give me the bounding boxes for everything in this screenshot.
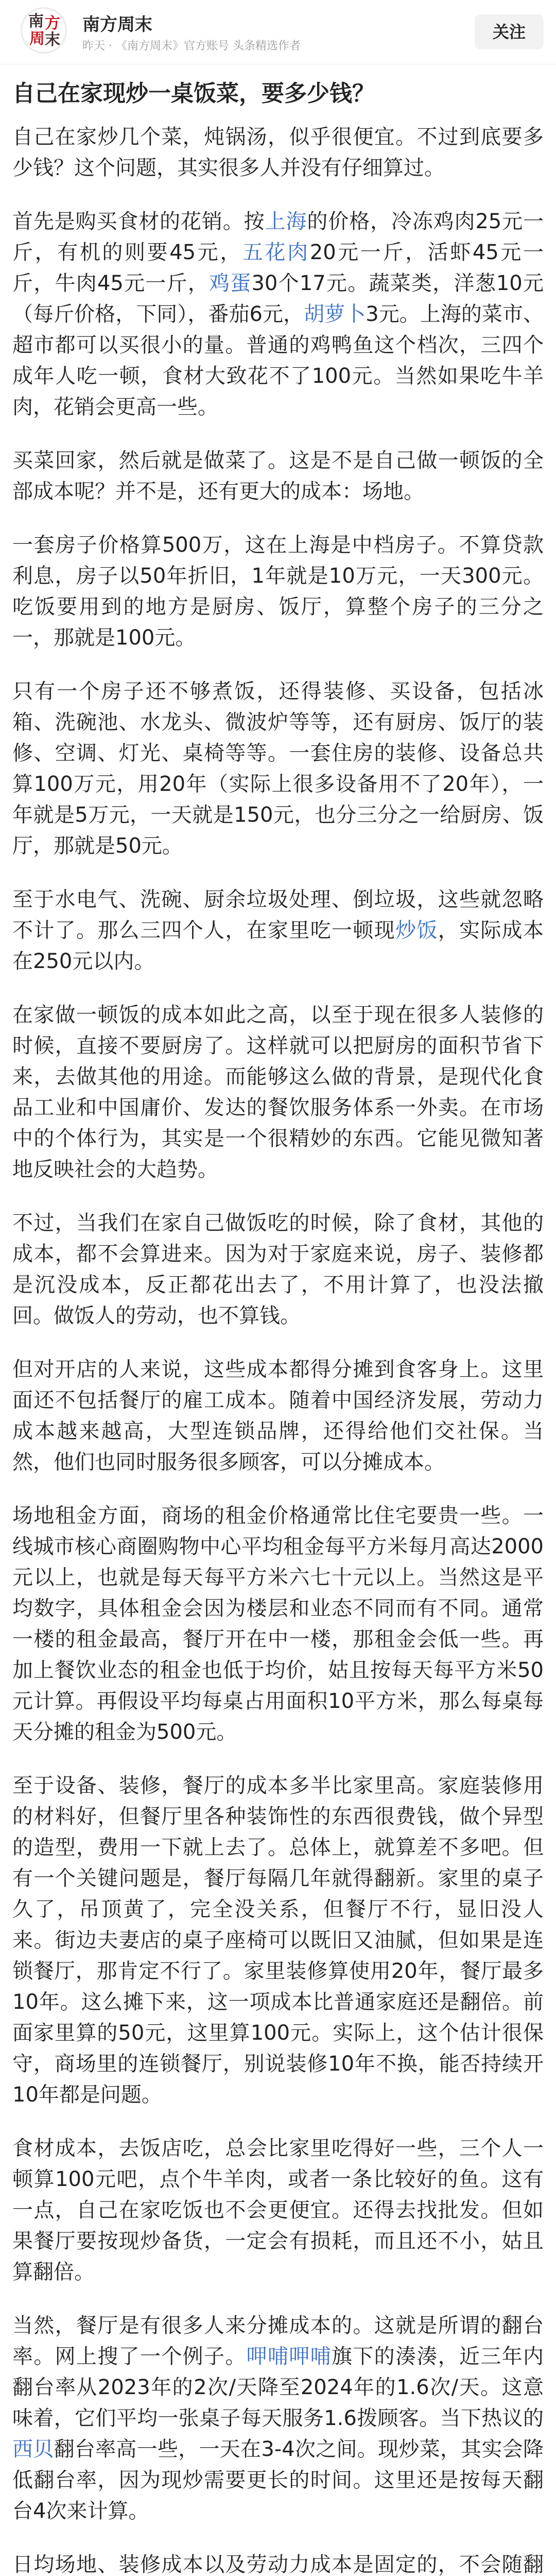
paragraph-text: 的价格，冷冻鸡肉25元一斤，有机的则要45元， <box>12 210 544 264</box>
paragraph: 买菜回家，然后就是做菜了。这是不是自己做一顿饭的全部成本呢？并不是，还有更大的成本：场地。 <box>12 449 544 503</box>
paragraph-text: ，实际成本在250元以内。 <box>12 919 544 973</box>
paragraph <box>12 206 544 422</box>
keyword-link[interactable]: 呷哺呷哺 <box>246 2345 332 2368</box>
account-subtitle: 昨天 · 《南方周末》官方账号 头条精选作者 <box>82 40 301 53</box>
paragraph-text: 翻台率高一些，一天在3-4次之间。现炒菜，其实会降低翻台率，因为现炒需要更长的时间。这里还是按每天翻台4次来计算。 <box>12 2437 544 2523</box>
paragraph <box>12 2310 544 2527</box>
paragraph: 一套房子价格算500万，这在上海是中档房子。不算贷款利息，房子以50年折旧，1年就是10万元，一天300元。吃饭要用到的地方是厨房、饭厅，算整个房子的三分之一，那就是100元。 <box>12 533 544 650</box>
logo-char: 周 <box>29 30 45 48</box>
keyword-link[interactable]: 五花肉 <box>242 241 310 264</box>
account-logo[interactable] <box>21 7 67 54</box>
keyword-link[interactable]: 炒饭 <box>395 919 438 942</box>
paragraph-text: 至于水电气、洗碗、厨余垃圾处理、倒垃圾，这些就忽略不计了。那么三四个人，在家里吃一顿现 <box>12 888 544 942</box>
paragraph: 食材成本，去饭店吃，总会比家里吃得好一些，三个人一顿算100元吧，点个牛羊肉，或者一条比较好的鱼。这有一点，自己在家吃饭也不会更便宜。还得去找批发。但如果餐厅要按现炒备货，一定会有损耗，而且还不小，姑且算翻倍。 <box>12 2137 544 2284</box>
keyword-link[interactable]: 胡萝卜 <box>304 302 366 326</box>
logo-char: 南 <box>28 12 44 30</box>
paragraph: 在家做一顿饭的成本如此之高，以至于现在很多人装修的时候，直接不要厨房了。这样就可以把厨房的面积节省下来，去做其他的用途。而能够这么做的背景，是现代化食品工业和中国庸价、发达的餐饮服务体系一外卖。在市场中的个体行为，其实是一个很精妙的东西。它能见微知著地反映社会的大趋势。 <box>12 1003 544 1181</box>
paragraph-text: 首先是购买食材的花销。按 <box>12 210 265 233</box>
paragraph-text: 30个17元。蔬菜类，洋葱10元（每斤价格，下同），番茄6元， <box>12 272 544 326</box>
paragraph: 场地租金方面，商场的租金价格通常比住宅要贵一些。一线城市核心商圈购物中心平均租金每平方米每月高达2000元以上，也就是每天每平方米六七十元以上。当然这是平均数字，具体租金会因为楼层和业态不同而有不同。通常一楼的租金最高，餐厅开在中一楼，那租金会低一些。再加上餐饮业态的租金也低于均价，姑且按每天每平方米50元计算。再假设平均每桌占用面积10平方米，那么每桌每天分摊的租金为500元。 <box>12 1504 544 1744</box>
paragraph: 不过，当我们在家自己做饭吃的时候，除了食材，其他的成本，都不会算进来。因为对于家庭来说，房子、装修都是沉没成本，反正都花出去了，不用计算了，也没法撤回。做饭人的劳动，也不算钱。 <box>12 1211 544 1328</box>
account-name[interactable]: 南方周末 <box>82 14 152 35</box>
paragraph-text: 3元。上海的菜市、超市都可以买很小的量。普通的鸡鸭鱼这个档次，三四个成年人吃一顿，食材大致花不了100元。当然如果吃牛羊肉，花销会更高一些。 <box>12 302 544 419</box>
paragraph: 自己在家炒几个菜，炖锅汤，似乎很便宜。不过到底要多少钱？这个问题，其实很多人并没有仔细算过。 <box>12 125 544 180</box>
paragraph-text: 20元一斤，活虾45元一斤，牛肉45元一斤， <box>12 241 544 295</box>
keyword-link[interactable]: 上海 <box>265 210 307 233</box>
keyword-link[interactable]: 鸡蛋 <box>209 272 252 295</box>
paragraph-text: 当然，餐厅是有很多人来分摊成本的。这就是所谓的翻台率。网上搜了一个例子。 <box>12 2314 544 2368</box>
paragraph: 日均场地、装修成本以及劳动力成本是固定的，不会随翻 <box>12 2553 544 2576</box>
article-body <box>12 77 544 2576</box>
paragraph: 但对开店的人来说，这些成本都得分摊到食客身上。这里面还不包括餐厅的雇工成本。随着中国经济发展，劳动力成本越来越高，大型连锁品牌，还得给他们交社保。当然，他们也同时服务很多顾客，可以分摊成本。 <box>12 1358 544 1474</box>
article-title: 自己在家现炒一桌饭菜，要多少钱？ <box>12 80 375 107</box>
article-header <box>0 0 556 64</box>
logo-char: 方 <box>45 14 60 32</box>
logo-char: 末 <box>45 31 60 49</box>
follow-button[interactable]: 关注 <box>475 14 544 49</box>
paragraph-text: 旗下的湊湊，近三年内翻台率从2023年的2次/天降至2024年的1.6次/天。这意味着，它们平均一张桌子每天服务1.6拨顾客。当下热议的 <box>12 2345 544 2430</box>
paragraph: 只有一个房子还不够煮饭，还得装修、买设备，包括冰箱、洗碗池、水龙头、微波炉等等，还有厨房、饭厅的装修、空调、灯光、桌椅等等。一套住房的装修、设备总共算100万元，用20年（实际上很多设备用不了20年），一年就是5万元，一天就是150元，也分三分之一给厨房、饭厅，那就是50元。 <box>12 680 544 858</box>
keyword-link[interactable]: 西贝 <box>12 2437 54 2461</box>
paragraph <box>12 884 544 977</box>
paragraph: 至于设备、装修，餐厅的成本多半比家里高。家庭装修用的材料好，但餐厅里各种装饰性的东西很费钱，做个异型的造型，费用一下就上去了。总体上，就算差不多吧。但有一个关键问题是，餐厅每隔几年就得翻新。家里的桌子久了，吊顶黄了，完全没关系，但餐厅不行，显旧没人来。街边夫妻店的桌子座椅可以既旧又油腻，但如果是连锁餐厅，那肯定不行了。家里装修算使用20年，餐厅最多10年。这么摊下来，这一项成本比普通家庭还是翻倍。前面家里算的50元，这里算100元。实际上，这个估计很保守，商场里的连锁餐厅，别说装修10年不换，能否持续开10年都是问题。 <box>12 1774 544 2107</box>
